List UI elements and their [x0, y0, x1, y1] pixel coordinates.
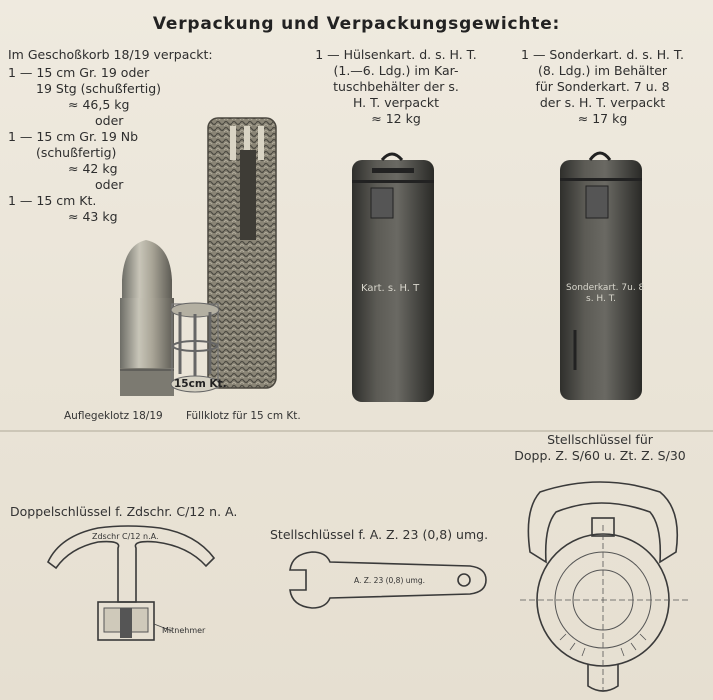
az23-engraving: A. Z. 23 (0,8) umg.	[354, 576, 425, 585]
double-key-drawing	[48, 526, 214, 640]
caption-fuellklotz: Füllklotz für 15 cm Kt.	[186, 410, 301, 422]
container2-label-line1: Sonderkart. 7u. 8	[566, 283, 645, 293]
container2-label-line2: s. H. T.	[586, 294, 617, 304]
col3-weight: ≈ 17 kg	[577, 111, 628, 126]
col1-weight1: ≈ 46,5 kg	[68, 97, 130, 112]
col2-line1: 1 — Hülsenkart. d. s. H. T.	[315, 47, 477, 62]
col1-line6: (schußfertig)	[36, 145, 117, 160]
label-stellschluessel-dopp-line1: Stellschlüssel für	[547, 432, 653, 447]
shell-photo	[120, 240, 174, 396]
caption-auflegeklotz: Auflegeklotz 18/19	[64, 410, 163, 422]
col1-line2: 19 Stg (schußfertig)	[36, 81, 162, 96]
doppelschluessel-engraving: Zdschr C/12 n.A.	[92, 532, 159, 541]
col1-weight3: ≈ 43 kg	[68, 209, 118, 224]
col3-line1: 1 — Sonderkart. d. s. H. T.	[521, 47, 684, 62]
col1-weight2: ≈ 42 kg	[68, 161, 118, 176]
setting-key-dopp-drawing	[520, 482, 690, 691]
col1-or2: oder	[95, 177, 124, 192]
col1-line5: 1 — 15 cm Gr. 19 Nb	[8, 129, 139, 144]
col2-line3: tuschbehälter der s.	[333, 79, 459, 94]
col1-heading: Im Geschoßkorb 18/19 verpackt:	[8, 47, 213, 62]
cartridge-container-1-photo	[352, 154, 434, 402]
label-doppelschluessel: Doppelschlüssel f. Zdschr. C/12 n. A.	[10, 504, 238, 519]
col1-line9: 1 — 15 cm Kt.	[8, 193, 97, 208]
col1-or1: oder	[95, 113, 124, 128]
page-title: Verpackung und Verpackungsgewichte:	[152, 14, 561, 34]
label-mitnehmer: Mitnehmer	[162, 626, 206, 635]
col2-line2: (1.—6. Ldg.) im Kar-	[333, 63, 459, 78]
col1-line1: 1 — 15 cm Gr. 19 oder	[8, 65, 150, 80]
cartridge-container-2-photo	[560, 153, 645, 400]
col3-line3: für Sonderkart. 7 u. 8	[535, 79, 670, 94]
label-stellschluessel-az23: Stellschlüssel f. A. Z. 23 (0,8) umg.	[270, 527, 489, 542]
col2-line4: H. T. verpackt	[352, 95, 440, 110]
container1-label: Kart. s. H. T	[361, 283, 420, 294]
filler-block-tag: 15cm Kt.	[174, 378, 227, 390]
col3-line4: der s. H. T. verpackt	[539, 95, 666, 110]
col3-line2: (8. Ldg.) im Behälter	[537, 63, 668, 78]
col2-weight: ≈ 12 kg	[371, 111, 421, 126]
label-stellschluessel-dopp-line2: Dopp. Z. S/60 u. Zt. Z. S/30	[514, 448, 686, 463]
